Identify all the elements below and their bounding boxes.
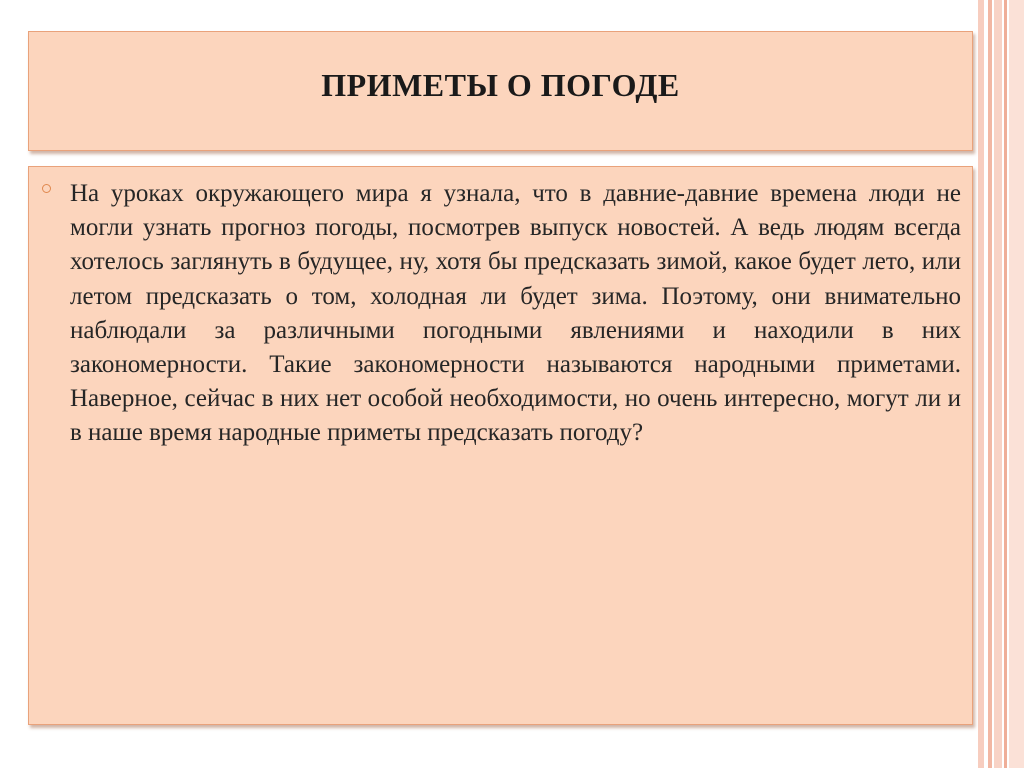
ring-bullet-icon	[42, 184, 51, 193]
decorative-stripe	[1004, 0, 1007, 768]
decorative-stripe	[988, 0, 992, 768]
decorative-stripe	[1009, 0, 1024, 768]
decorative-stripe	[994, 0, 1002, 768]
content-placeholder[interactable]	[28, 166, 973, 725]
body-paragraph: На уроках окружающего мира я узнала, что в давние-давние времена люди не могли узнать прогноз погоды, посмотрев выпуск новостей. А ведь людям всегда хотелось заглянуть в будущее, ну, хотя бы предсказать зимой, какое будет лето, или летом предсказать о том, холодная ли будет зима. Поэтому, они внимательно наблюдали за различными погодными явлениями и находили в них закономерности. Такие закономерности называются народными приметами. Наверное, сейчас в них нет особой необходимости, но очень интересно, могут ли и в наше время народные приметы предсказать погоду?	[70, 180, 961, 447]
title-placeholder[interactable]	[28, 31, 973, 151]
slide-title: ПРИМЕТЫ О ПОГОДЕ	[321, 66, 680, 103]
decorative-stripe	[978, 0, 984, 768]
